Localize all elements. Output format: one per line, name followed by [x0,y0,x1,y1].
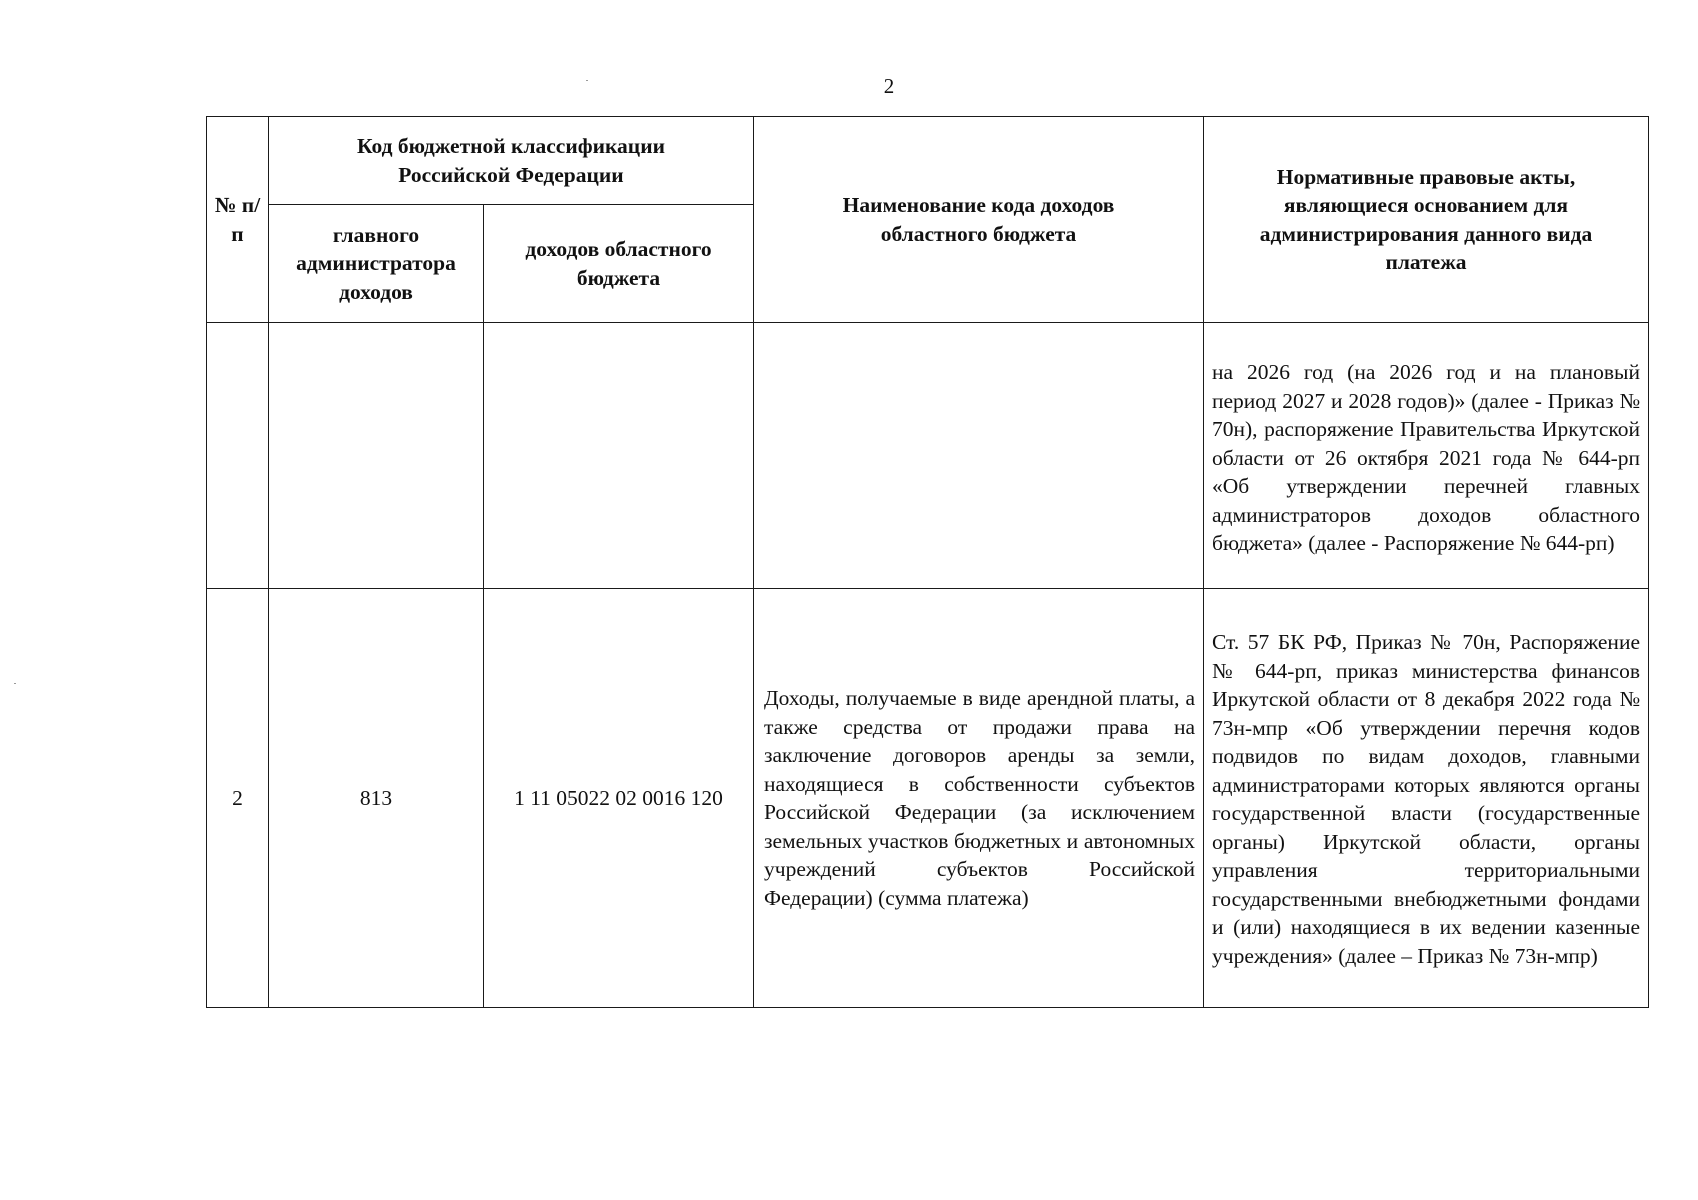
scan-speck [14,683,16,684]
header-admin-code [269,205,484,323]
header-number-label: № п/п [214,193,261,246]
row-legal-acts-text: Ст. 57 БК РФ, Приказ № 70н, Распоряжение № 644-рп, приказ министерства финансов Иркутской области от 8 декабря 2022 года № 73н-мпр «Об утверждении перечня кодов подвидов по видам доходов, главными администраторами которых являются органы государственной власти (государственные органы) Иркутской области, органы управления территориальными государственными внебюджетными фондами и (или) находящиеся в их ведении казенные учреждения» (далее – Приказ № 73н-мпр) [1212,630,1640,968]
row-income-name-text: Доходы, получаемые в виде арендной платы, а также средства от продажи права на заключение договоров аренды за земли, находящиеся в собственности субъектов Российской Федерации (за исключением земельных участков бюджетных и автономных учреждений субъектов Российской Федерации) (сумма платежа) [764,686,1195,910]
row-legal-acts-text: на 2026 год (на 2026 год и на плановый период 2027 и 2028 годов)» (далее - Приказ № 70н), распоряжение Правительства Иркутской области от 26 октября 2021 года № 644-рп «Об утверждении перечней главных администраторов доходов областного бюджета» (далее - Распоряжение № 644-рп) [1212,360,1640,556]
header-legal-acts-label: Нормативные правовые акты, являющиеся основанием для администрирования данного вида платежа [1259,164,1593,274]
row-legal-acts [1204,323,1649,589]
row-income-name [754,589,1204,1008]
scan-speck [586,80,588,81]
row-admin-code [269,323,484,589]
row-admin-code: 813 [269,589,484,1008]
header-income-code-label: доходов областного бюджета [525,237,712,290]
table-header [207,117,1649,323]
header-budget-code-group-label: Код бюджетной классификации Российской Федерации [357,134,665,187]
header-income-name-label: Наименование кода доходов областного бюджета [842,193,1115,246]
row-number: 2 [207,589,269,1008]
row-legal-acts [1204,589,1649,1008]
header-legal-acts [1204,117,1649,323]
header-admin-code-label: главного администратора доходов [296,222,456,304]
row-income-name [754,323,1204,589]
header-income-code [484,205,754,323]
table-row [207,589,1649,1008]
row-income-code: 1 11 05022 02 0016 120 [484,589,754,1008]
header-budget-code-group [269,117,754,205]
table-row [207,323,1649,589]
header-number [207,117,269,323]
row-number [207,323,269,589]
income-codes-table [206,116,1649,1008]
page-number: 2 [883,74,895,98]
row-income-code [484,323,754,589]
header-income-name [754,117,1204,323]
